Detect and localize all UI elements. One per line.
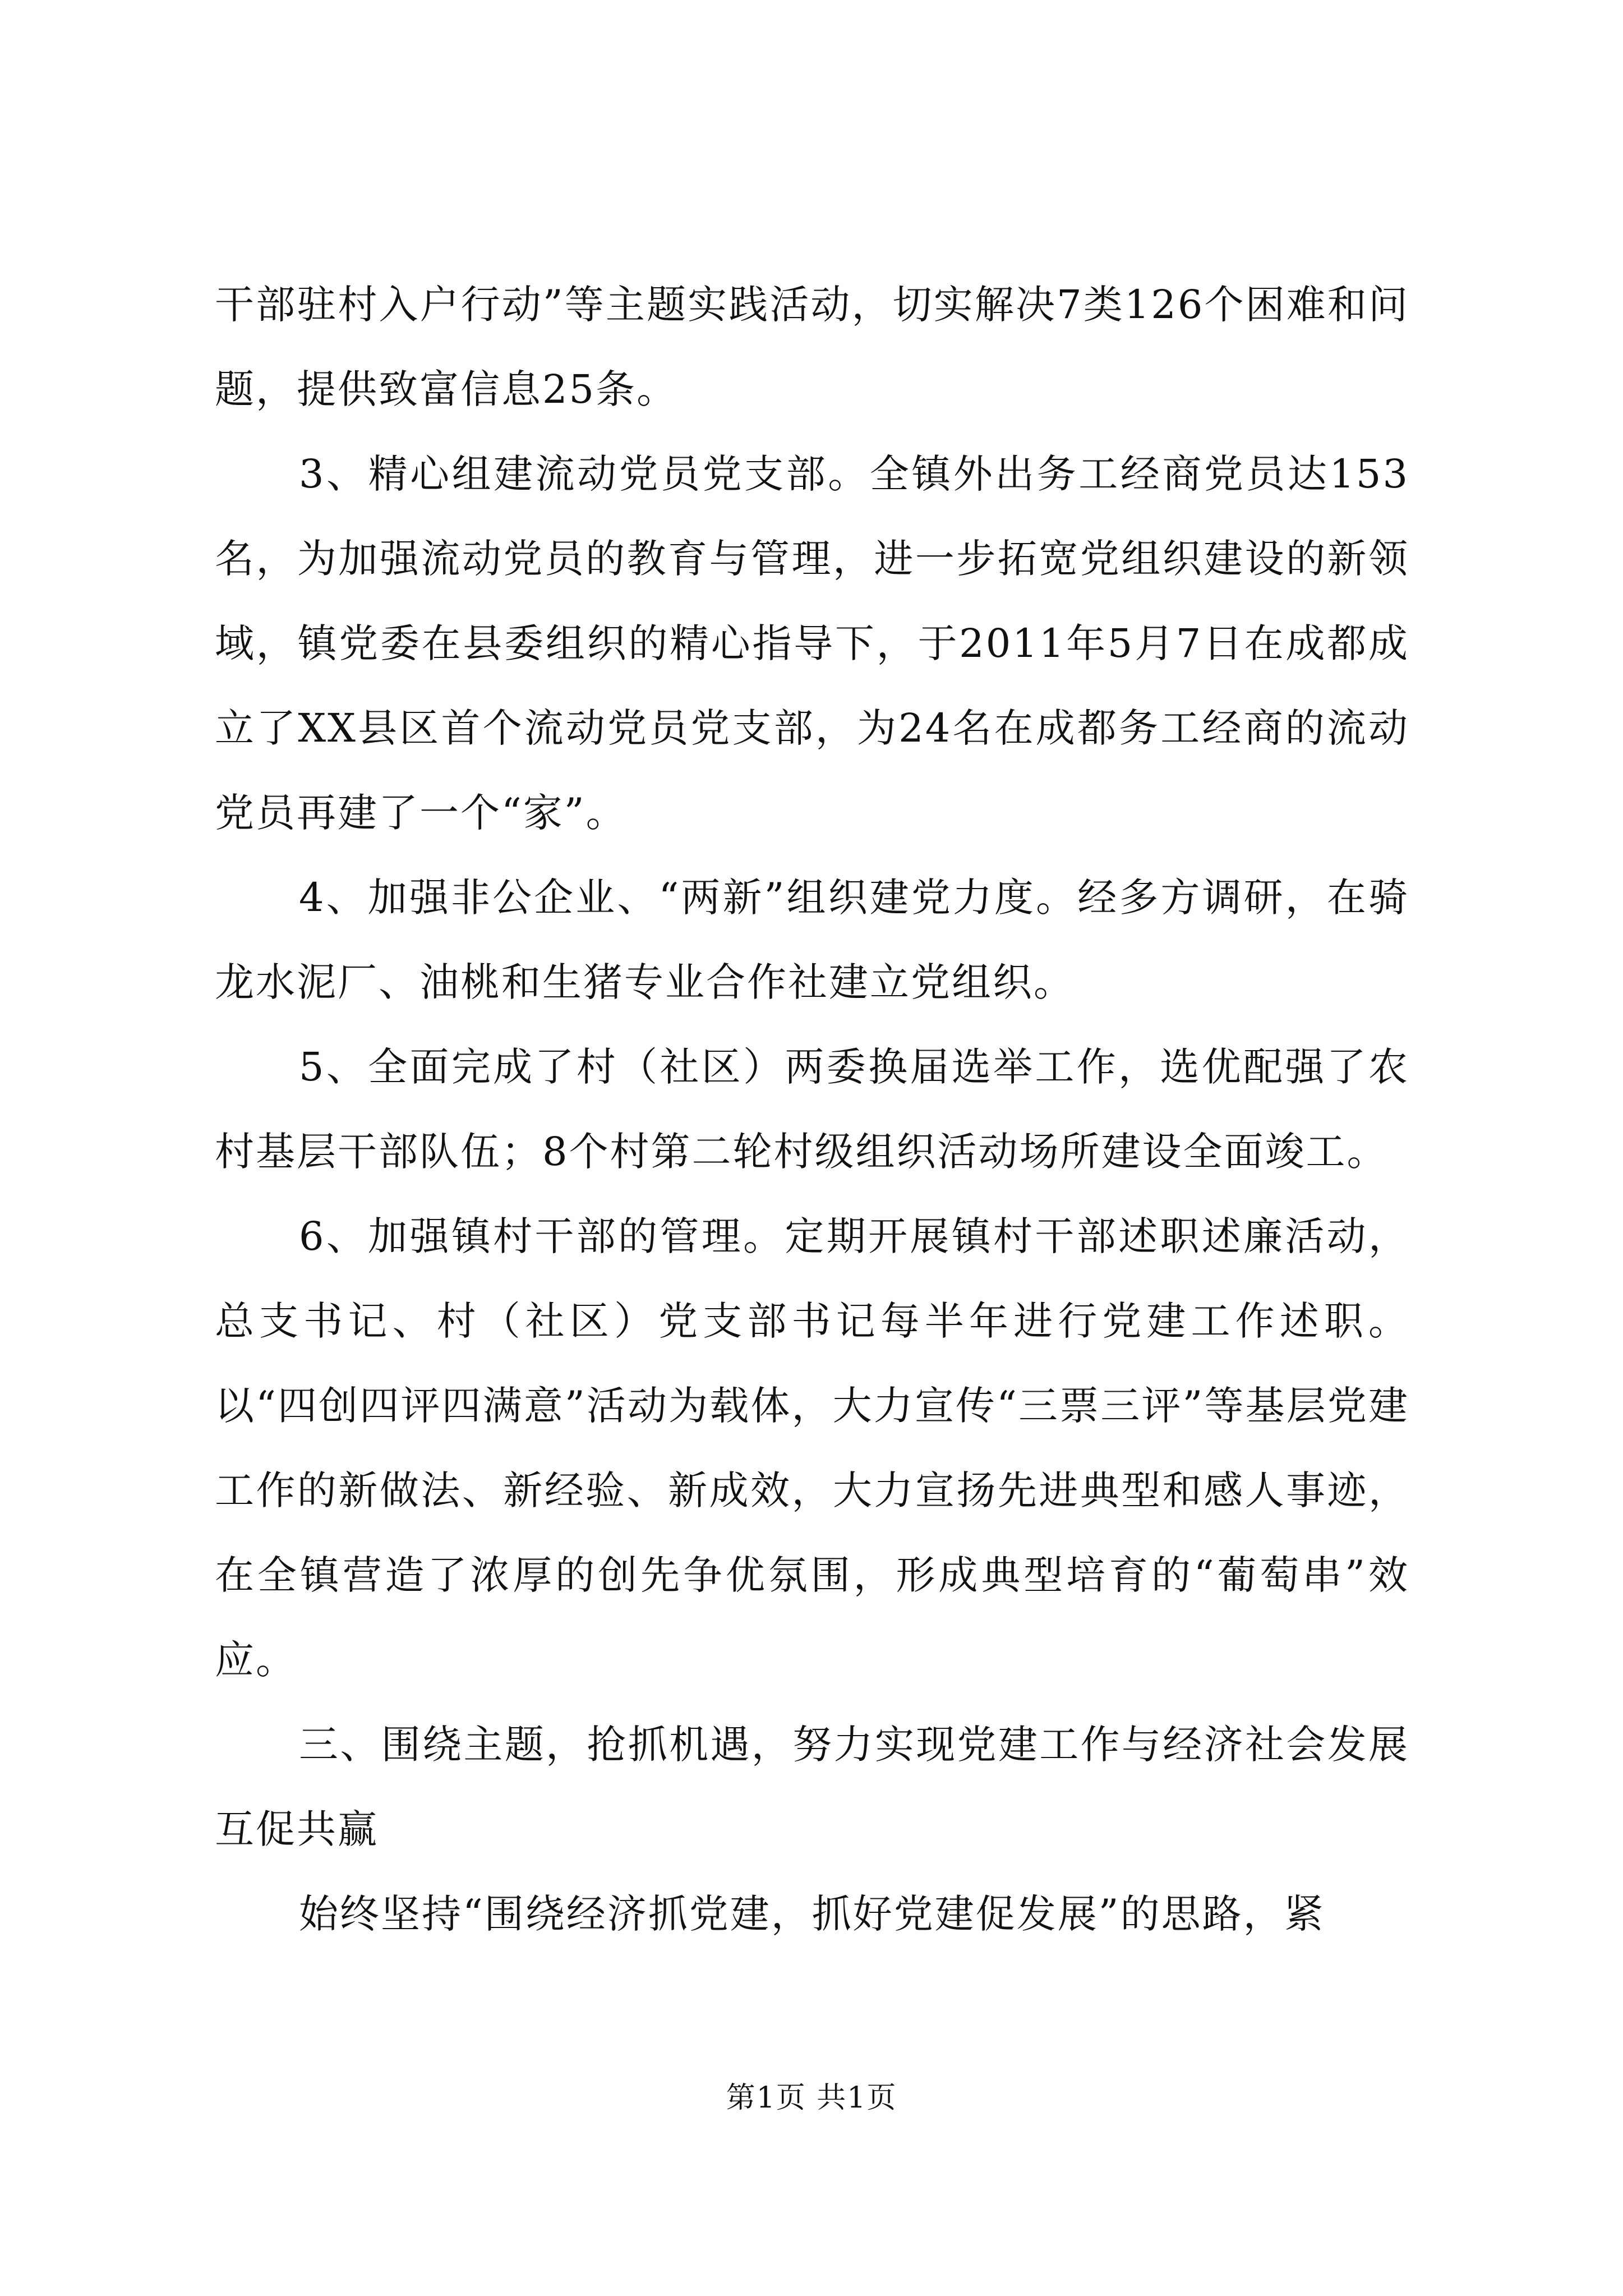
section-heading-3: 三、围绕主题，抢抓机遇，努力实现党建工作与经济社会发展互促共赢 [215, 1722, 1409, 1852]
paragraph-continuation: 干部驻村入户行动”等主题实践活动，切实解决7类126个困难和问题，提供致富信息25条。 [215, 282, 1409, 412]
paragraph-item-4: 4、加强非公企业、“两新”组织建党力度。经多方调研，在骑龙水泥厂、油桃和生猪专业合作社建立党组织。 [215, 875, 1409, 1005]
document-body [215, 263, 1409, 1957]
paragraph-item-3: 3、精心组建流动党员党支部。全镇外出务工经商党员达153名，为加强流动党员的教育与管理，进一步拓宽党组织建设的新领域，镇党委在县委组织的精心指导下，于2011年5月7日在成都成立了XX县区首个流动党员党支部，为24名在成都务工经商的流动党员再建了一个“家”。 [215, 451, 1409, 836]
page-footer: 第1页 共1页 [726, 2081, 897, 2115]
paragraph-item-5: 5、全面完成了村（社区）两委换届选举工作，选优配强了农村基层干部队伍；8个村第二轮村级组织活动场所建设全面竣工。 [215, 1044, 1409, 1175]
paragraph-section-body: 始终坚持“围绕经济抓党建，抓好党建促发展”的思路，紧 [299, 1891, 1325, 1937]
paragraph-item-6: 6、加强镇村干部的管理。定期开展镇村干部述职述廉活动，总支书记、村（社区）党支部书记每半年进行党建工作述职。以“四创四评四满意”活动为载体，大力宣传“三票三评”等基层党建工作的新做法、新经验、新成效，大力宣扬先进典型和感人事迹，在全镇营造了浓厚的创先争优氛围，形成典型培育的“葡萄串”效应。 [215, 1213, 1409, 1683]
